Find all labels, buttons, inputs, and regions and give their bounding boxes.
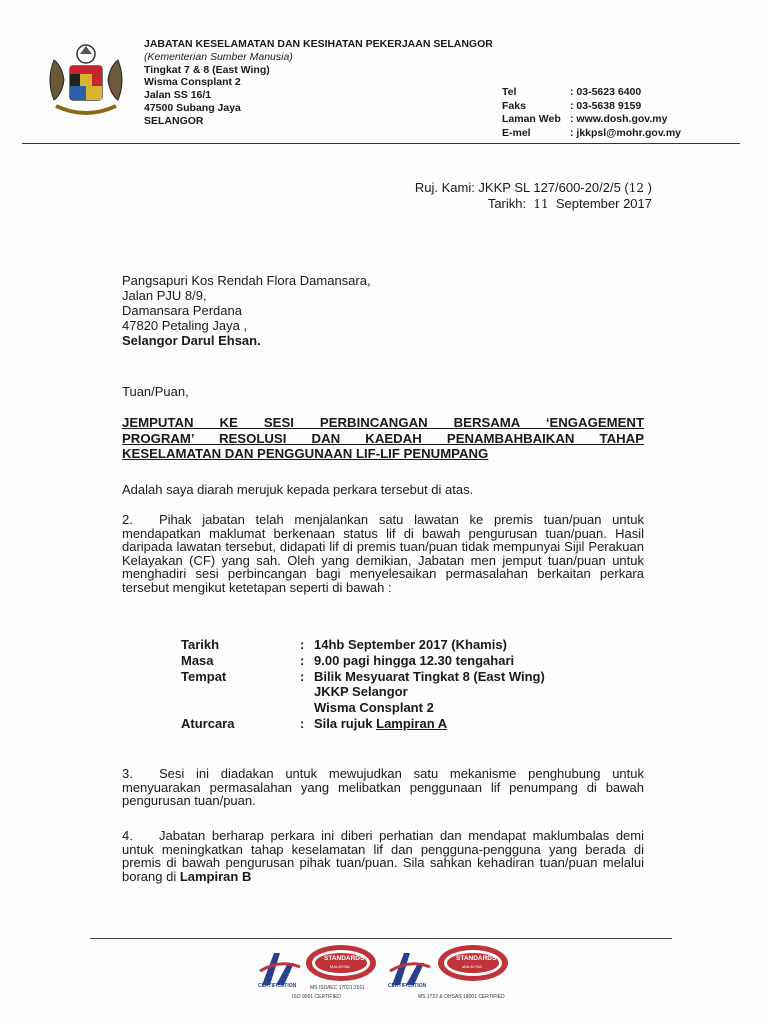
contact-block xyxy=(502,86,681,140)
standards-badge-text: STANDARDS xyxy=(324,955,365,962)
fax-label: Faks xyxy=(502,99,526,112)
venue-detail: Bilik Mesyuarat Tingkat 8 (East Wing) xyxy=(314,668,545,684)
paragraph-2-text: Pihak jabatan telah menjalankan satu lawatan ke premis tuan/puan untuk mendapatkan maklumat berkenaan status lif di bawah pengurusan tuan/puan. Hasil daripada lawatan tersebut, didapati lif di premis tuan/puan tidak mempunyai Sijil Perakuan Kelayakan (CF) yang sah. Oleh yang demikian, Jabatan men jemput tuan/puan untuk menghadiri sesi perbincangan bagi menyelesaikan permasalahan berkaitan perkara tersebut mengikut ketetapan seperti di bawah : xyxy=(122,512,644,595)
paragraph-1: Adalah saya diarah merujuk kepada perkara tersebut di atas. xyxy=(122,482,474,497)
paragraph-2 xyxy=(122,513,644,595)
separator: : xyxy=(300,668,305,684)
standards-badge-subtext: MALAYSIA xyxy=(330,964,350,969)
appendix-b-reference: Lampiran B xyxy=(179,868,252,884)
paragraph-3-text: Sesi ini diadakan untuk mewujudkan satu mekanisme penghubung untuk menyuarakan permasalahan yang melibatkan penggunaan lif penumpang di bawah pengurusan tuan/puan. xyxy=(122,766,644,809)
salutation: Tuan/Puan, xyxy=(122,384,189,399)
tel-value: : 03-5623 6400 xyxy=(570,86,642,98)
coat-of-arms-logo xyxy=(40,40,132,120)
date-day-handwritten: 11 xyxy=(533,197,549,211)
certification-label: CERTIFICATION xyxy=(258,983,297,989)
paragraph-3-number: 3. xyxy=(122,766,133,781)
time-detail: 9.00 pagi hingga 12.30 tengahari xyxy=(314,652,515,668)
certification-standard: MS ISO/IEC 17021:2011 xyxy=(310,985,365,991)
certification-label: CERTIFICATION xyxy=(388,983,427,989)
date-detail: 14hb September 2017 (Khamis) xyxy=(314,637,507,652)
subject-line: PROGRAM’ RESOLUSI DAN KAEDAH PENAMBAHBAIKAN TAHAP xyxy=(122,430,644,446)
certification-line: MS 1722 & OHSAS 18001 CERTIFIED xyxy=(418,994,505,1000)
venue-key: Tempat xyxy=(181,668,227,684)
separator: : xyxy=(300,637,305,652)
time-key: Masa xyxy=(181,652,214,668)
organization-name: JABATAN KESELAMATAN DAN KESIHATAN PEKERJAAN SELANGOR xyxy=(144,38,493,50)
website-value: : www.dosh.gov.my xyxy=(570,113,668,126)
paragraph-4-number: 4. xyxy=(122,828,133,843)
reference-number: Ruj. Kami: JKKP SL 127/600-20/2/5 ( xyxy=(414,180,629,195)
standards-malaysia-logo xyxy=(436,943,510,983)
subject-line: KESELAMATAN DAN PENGGUNAAN LIF-LIF PENUMPANG xyxy=(122,446,489,462)
address-line: Jalan SS 16/1 xyxy=(144,89,212,102)
subject-line: JEMPUTAN KE SESI PERBINCANGAN BERSAMA ‘ENGAGEMENT xyxy=(122,415,644,430)
paragraph-4-text: Jabatan berharap perkara ini diberi perhatian dan mendapat maklumbalas demi untuk meningkatkan tahap keselamatan lif dan pengguna-pengguna yang berada di premis di bawah pengurusan pihak tuan/puan. Sila sahkan kehadiran tuan/puan melalui borang di xyxy=(122,828,644,884)
recipient-line: Damansara Perdana xyxy=(122,303,242,318)
certification-badge xyxy=(388,943,558,1018)
recipient-state: Selangor Darul Ehsan. xyxy=(122,333,261,348)
separator: : xyxy=(300,652,305,668)
address-line: Wisma Consplant 2 xyxy=(144,76,241,89)
recipient-line: 47820 Petaling Jaya , xyxy=(122,318,248,333)
recipient-line: Pangsapuri Kos Rendah Flora Damansara, xyxy=(122,273,371,288)
standards-malaysia-logo xyxy=(304,943,378,983)
date-label: Tarikh: xyxy=(487,196,527,211)
paragraph-3 xyxy=(122,767,644,808)
venue-detail: JKKP Selangor xyxy=(314,684,408,700)
reference-close: ) xyxy=(644,180,652,195)
agenda-detail: Sila rujuk xyxy=(314,715,377,731)
address-line: Tingkat 7 & 8 (East Wing) xyxy=(144,63,270,76)
fax-value: : 03-5638 9159 xyxy=(570,99,642,112)
reference-handwritten: 12 xyxy=(628,181,645,195)
address-line: SELANGOR xyxy=(144,114,204,127)
agenda-key: Aturcara xyxy=(181,715,235,731)
venue-detail: Wisma Consplant 2 xyxy=(314,700,434,716)
paragraph-2-number: 2. xyxy=(122,512,133,527)
recipient-line: Jalan PJU 8/9, xyxy=(122,288,207,303)
recipient-address xyxy=(122,273,371,348)
standards-badge-text: STANDARDS xyxy=(456,955,497,962)
reference-block xyxy=(384,180,652,212)
paragraph-4 xyxy=(122,829,644,883)
tel-label: Tel xyxy=(502,86,517,98)
appendix-a-reference: Lampiran A xyxy=(376,715,448,731)
address-line: 47500 Subang Jaya xyxy=(144,101,241,114)
meeting-details xyxy=(181,637,545,732)
date-key: Tarikh xyxy=(181,637,220,652)
footer-divider xyxy=(90,938,672,939)
header-divider xyxy=(22,143,740,144)
date-value: September 2017 xyxy=(555,196,652,211)
website-label: Laman Web xyxy=(502,113,561,126)
separator: : xyxy=(300,715,305,731)
organization-header xyxy=(144,38,493,128)
standards-badge-subtext: MALAYSIA xyxy=(462,964,482,969)
email-label: E-mel xyxy=(502,126,531,139)
letter-subject xyxy=(122,415,644,462)
email-value: : jkkpsl@mohr.gov.my xyxy=(570,126,681,139)
certification-line: ISO 9001 CERTIFIED xyxy=(292,994,341,1000)
ministry-name: (Kementerian Sumber Manusia) xyxy=(144,50,293,63)
